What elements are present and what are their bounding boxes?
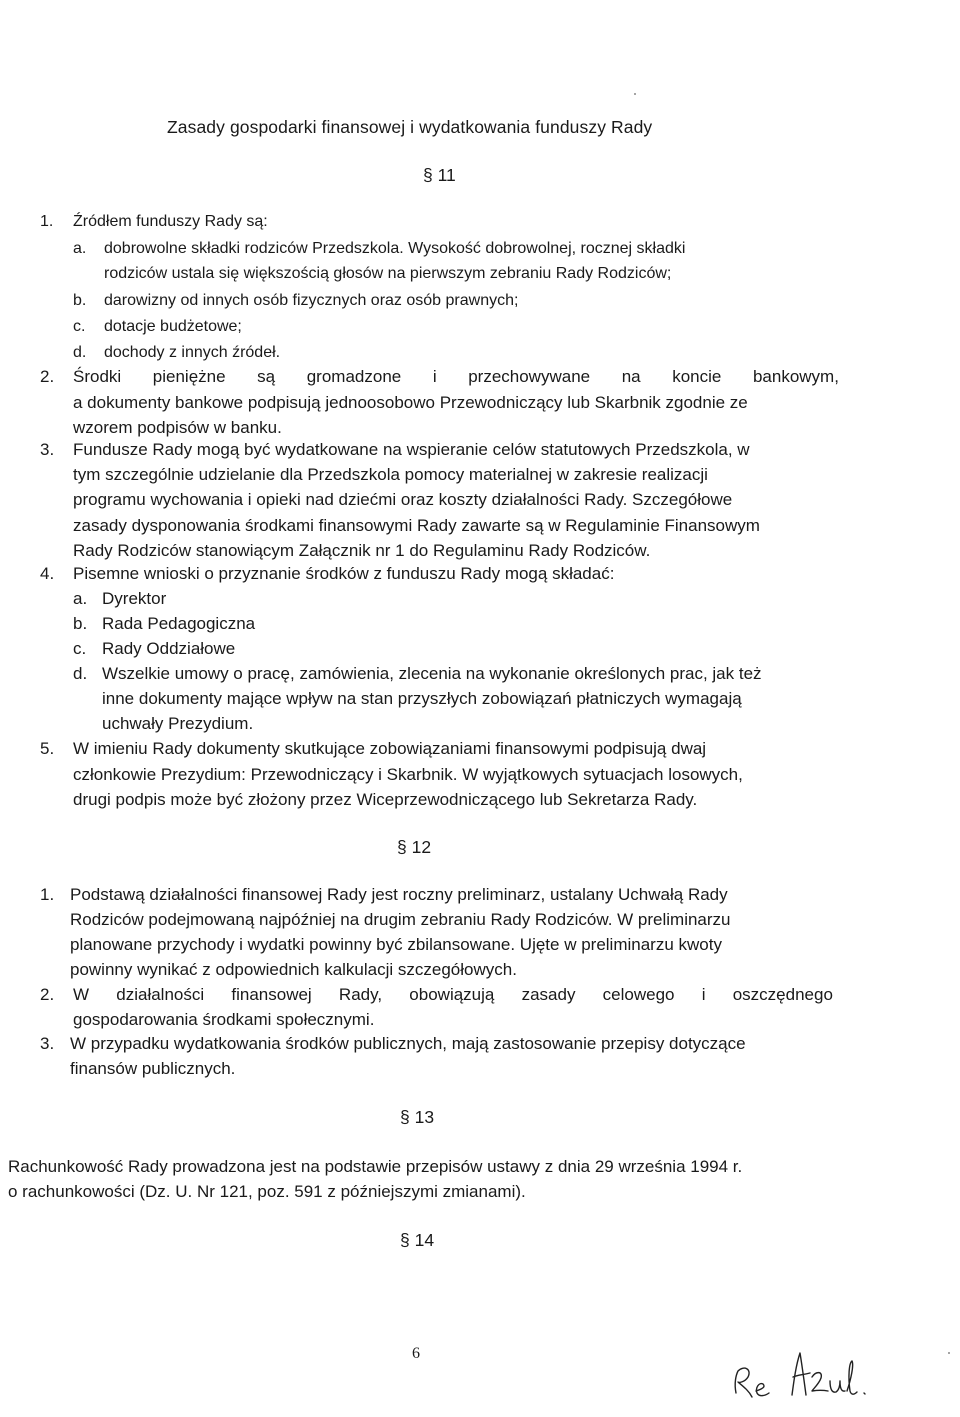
scan-speck bbox=[948, 1352, 950, 1354]
s12-item1-line3: planowane przychody i wydatki powinny być zbilansowane. Ujęte w preliminarzu kwoty bbox=[70, 935, 722, 954]
section-11-heading: § 11 bbox=[423, 165, 456, 185]
s11-item5-line1: W imieniu Rady dokumenty skutkujące zobowiązaniami finansowymi podpisują dwaj bbox=[73, 739, 707, 758]
s11-item1-a-line2: rodziców ustala się większością głosów na pierwszym zebraniu Rady Rodziców; bbox=[104, 265, 672, 282]
s11-item1-d-letter: d. bbox=[73, 344, 87, 361]
s11-item4-c-text: Rady Oddziałowe bbox=[102, 639, 236, 658]
justified-word: pieniężne bbox=[152, 367, 226, 386]
s11-item4-number: 4. bbox=[40, 564, 55, 583]
s11-item1-d-text: dochody z innych źródeł. bbox=[104, 344, 281, 361]
s11-item1-b-letter: b. bbox=[73, 292, 87, 309]
s12-item2-line2: gospodarowania środkami społecznymi. bbox=[73, 1010, 375, 1029]
justified-word: przechowywane bbox=[468, 367, 591, 386]
s13-line2: o rachunkowości (Dz. U. Nr 121, poz. 591 z późniejszymi zmianami). bbox=[8, 1182, 526, 1201]
scan-speck bbox=[634, 93, 636, 95]
justified-word: na bbox=[621, 367, 641, 386]
s11-item5-number: 5. bbox=[40, 739, 55, 758]
s11-item3-line4: zasady dysponowania środkami finansowymi Rady zawarte są w Regulaminie Finansowym bbox=[73, 516, 760, 535]
s12-item2-line1 bbox=[73, 985, 833, 1005]
s11-item2-number: 2. bbox=[40, 367, 55, 386]
justified-word: finansowej bbox=[231, 985, 312, 1004]
justified-word: obowiązują bbox=[409, 985, 495, 1004]
s11-item3-line5: Rady Rodziców stanowiącym Załącznik nr 1 do Regulaminu Rady Rodziców. bbox=[73, 541, 651, 560]
s11-item3-line2: tym szczególnie udzielanie dla Przedszkola pomocy materialnej w zakresie realizacji bbox=[73, 465, 708, 484]
justified-word: koncie bbox=[672, 367, 722, 386]
s11-item2-line1 bbox=[73, 367, 839, 387]
s11-item4-text: Pisemne wnioski o przyznanie środków z funduszu Rady mogą składać: bbox=[73, 564, 615, 583]
s13-line1: Rachunkowość Rady prowadzona jest na podstawie przepisów ustawy z dnia 29 września 1994 r. bbox=[8, 1157, 743, 1176]
page-number: 6 bbox=[412, 1345, 420, 1362]
s11-item1-text: Źródłem funduszy Rady są: bbox=[73, 213, 268, 230]
s11-item2-line3: wzorem podpisów w banku. bbox=[73, 418, 282, 437]
s11-item5-line2: członkowie Prezydium: Przewodniczący i Skarbnik. W wyjątkowych sytuacjach losowych, bbox=[73, 765, 743, 784]
s11-item1-number: 1. bbox=[40, 213, 54, 230]
justified-word: działalności bbox=[116, 985, 205, 1004]
s12-item1-line4: powinny wynikać z odpowiednich kalkulacji szczegółowych. bbox=[70, 960, 517, 979]
s11-item3-number: 3. bbox=[40, 440, 55, 459]
s11-item1-a-letter: a. bbox=[73, 240, 87, 257]
justified-word: Rady, bbox=[338, 985, 383, 1004]
justified-word: celowego bbox=[602, 985, 675, 1004]
s12-item1-line1: Podstawą działalności finansowej Rady jest roczny preliminarz, ustalany Uchwałą Rady bbox=[70, 885, 728, 904]
s12-item3-line1: W przypadku wydatkowania środków publicznych, mają zastosowanie przepisy dotyczące bbox=[70, 1034, 746, 1053]
s11-item4-d-line2: inne dokumenty mające wpływ na stan przyszłych zobowiązań płatniczych wymagają bbox=[102, 689, 742, 708]
s12-item2-number: 2. bbox=[40, 985, 55, 1004]
s11-item4-c-letter: c. bbox=[73, 639, 87, 658]
s11-item4-d-line1: Wszelkie umowy o pracę, zamówienia, zlecenia na wykonanie określonych prac, jak też bbox=[102, 664, 762, 683]
s11-item1-c-text: dotacje budżetowe; bbox=[104, 318, 242, 335]
s11-item1-a-line1: dobrowolne składki rodziców Przedszkola. Wysokość dobrowolnej, rocznej składki bbox=[104, 240, 686, 257]
section-12-heading: § 12 bbox=[397, 837, 432, 857]
s11-item4-a-letter: a. bbox=[73, 589, 88, 608]
justified-word: oszczędnego bbox=[732, 985, 833, 1004]
s12-item3-number: 3. bbox=[40, 1034, 55, 1053]
justified-word: W bbox=[73, 985, 90, 1004]
s11-item3-line1: Fundusze Rady mogą być wydatkowane na wspieranie celów statutowych Przedszkola, w bbox=[73, 440, 750, 459]
s11-item4-b-letter: b. bbox=[73, 614, 88, 633]
justified-word: są bbox=[257, 367, 276, 386]
justified-word: i bbox=[701, 985, 706, 1004]
justified-word: zasady bbox=[521, 985, 576, 1004]
s11-item4-b-text: Rada Pedagogiczna bbox=[102, 614, 256, 633]
page-title: Zasady gospodarki finansowej i wydatkowania funduszy Rady bbox=[167, 117, 653, 137]
s11-item4-a-text: Dyrektor bbox=[102, 589, 167, 608]
justified-word: i bbox=[432, 367, 437, 386]
s11-item2-line2: a dokumenty bankowe podpisują jednoosobowo Przewodniczący lub Skarbnik zgodnie ze bbox=[73, 393, 748, 412]
justified-word: bankowym, bbox=[752, 367, 839, 386]
handwritten-signature bbox=[730, 1335, 890, 1405]
section-13-heading: § 13 bbox=[400, 1107, 435, 1127]
section-14-heading: § 14 bbox=[400, 1230, 435, 1250]
s12-item1-number: 1. bbox=[40, 885, 55, 904]
s11-item5-line3: drugi podpis może być złożony przez Wiceprzewodniczącego lub Sekretarza Rady. bbox=[73, 790, 698, 809]
s11-item1-b-text: darowizny od innych osób fizycznych oraz osób prawnych; bbox=[104, 292, 519, 309]
s11-item1-c-letter: c. bbox=[73, 318, 86, 335]
s12-item3-line2: finansów publicznych. bbox=[70, 1059, 236, 1078]
s11-item4-d-line3: uchwały Prezydium. bbox=[102, 714, 254, 733]
justified-word: Środki bbox=[73, 367, 122, 386]
s12-item1-line2: Rodziców podejmowaną najpóźniej na drugim zebraniu Rady Rodziców. W preliminarzu bbox=[70, 910, 731, 929]
s11-item3-line3: programu wychowania i opieki nad dziećmi oraz koszty działalności Rady. Szczegółowe bbox=[73, 490, 733, 509]
justified-word: gromadzone bbox=[306, 367, 402, 386]
s11-item4-d-letter: d. bbox=[73, 664, 88, 683]
